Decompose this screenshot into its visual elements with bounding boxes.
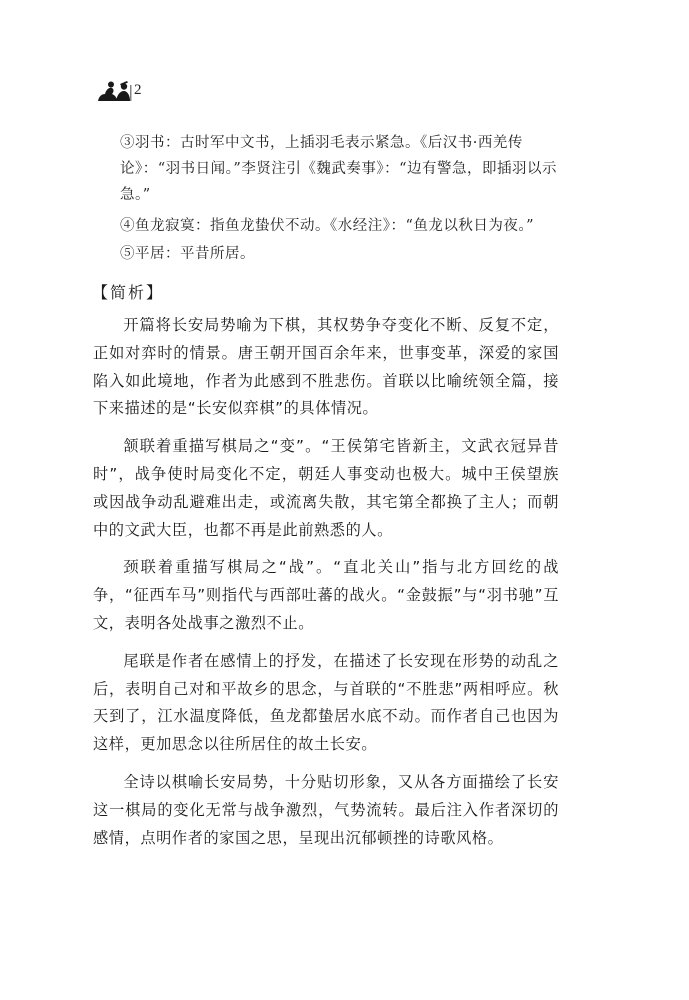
page-number: 2 (134, 82, 142, 98)
analysis-body (93, 312, 559, 862)
footnote-item: ⑤平居：平昔所居。 (120, 246, 255, 262)
analysis-paragraph: 开篇将长安局势喻为下棋，其权势争夺变化不断、反复不定，正如对弈时的情景。唐王朝开国百余年来，世事变革，深爱的家国陷入如此境地，作者为此感到不胜悲伤。首联以比喻统领全篇，接下来描述的是“长安似弈棋”的具体情况。 (93, 316, 559, 418)
analysis-paragraph: 颔联着重描写棋局之“变”。“王侯第宅皆新主，文武衣冠异昔时”，战争使时局变化不定，朝廷人事变动也极大。城中王侯望族或因战争动乱避难出走，或流离失散，其宅第全都换了主人；而朝中的文武大臣，也都不再是此前熟悉的人。 (93, 437, 559, 539)
scholar-logo-icon (96, 72, 132, 102)
analysis-paragraph: 全诗以棋喻长安局势，十分贴切形象，又从各方面描绘了长安这一棋局的变化无常与战争激烈，气势流转。最后注入作者深切的感情，点明作者的家国之思，呈现出沉郁顿挫的诗歌风格。 (93, 772, 559, 847)
page-header (96, 68, 142, 102)
footnote-item: ③羽书：古时军中文书，上插羽毛表示紧急。《后汉书·西羌传论》：“羽书日闻。”李贤注引《魏武奏事》：“边有警急，即插羽以示急。” (120, 135, 557, 203)
footnotes (120, 130, 560, 269)
analysis-paragraph: 尾联是作者在感情上的抒发，在描述了长安现在形势的动乱之后，表明自己对和平故乡的思念，与首联的“不胜悲”两相呼应。秋天到了，江水温度降低，鱼龙都蛰居水底不动。而作者自己也因为这样，更加思念以往所居住的故土长安。 (93, 651, 559, 754)
footnote-item: ④鱼龙寂寞：指鱼龙蛰伏不动。《水经注》：“鱼龙以秋日为夜。” (120, 218, 535, 234)
section-heading: 【简析】 (92, 283, 165, 302)
analysis-paragraph: 颈联着重描写棋局之“战”。“直北关山”指与北方回纥的战争，“征西车马”则指代与西部吐蕃的战火。“金鼓振”与“羽书驰”互文，表明各处战事之激烈不止。 (93, 558, 559, 632)
